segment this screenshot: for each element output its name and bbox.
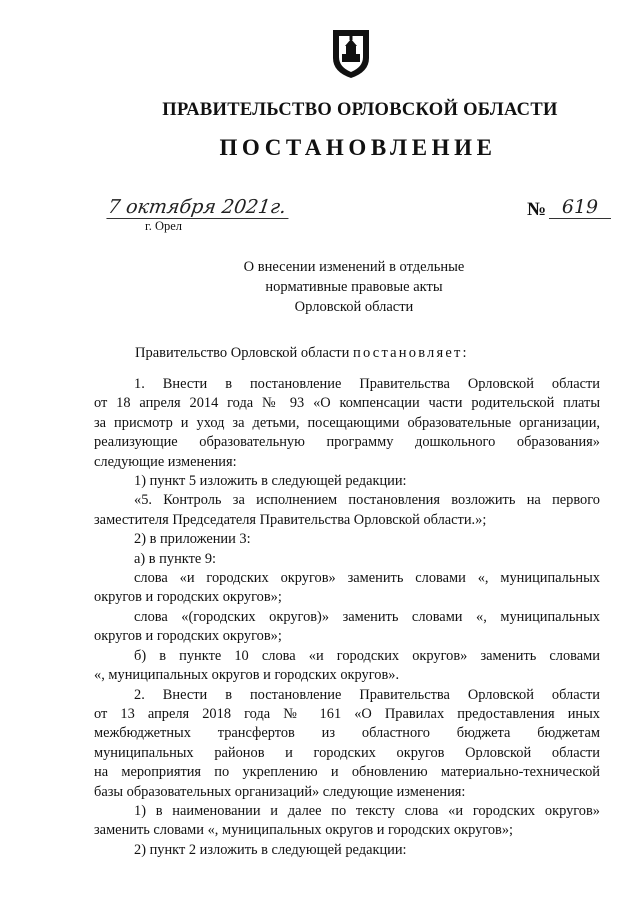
document-type: ПОСТАНОВЛЕНИЕ — [219, 135, 497, 160]
subject-line: Орловской области — [294, 299, 414, 315]
decree-word: постановляет: — [353, 345, 469, 361]
preamble — [135, 345, 469, 362]
government-name: ПРАВИТЕЛЬСТВО ОРЛОВСКОЙ ОБЛАСТИ — [162, 100, 558, 120]
body-line: муниципальных районов и городских округов Орловской области — [94, 744, 600, 761]
body-line: 1) пункт 5 изложить в следующей редакции: — [134, 473, 407, 490]
body-line: от 13 апреля 2018 года № 161 «О Правилах предоставления иных — [94, 705, 600, 722]
body-line: за присмотр и уход за детьми, посещающими образовательные организации, — [94, 414, 600, 431]
body-line: базы образовательных организаций» следующие изменения: — [94, 783, 466, 800]
coat-of-arms-icon — [331, 28, 371, 80]
body-line: округов и городских округов»; — [94, 628, 282, 645]
body-line: 2) пункт 2 изложить в следующей редакции: — [134, 841, 407, 858]
body-line: на мероприятия по укреплению и обновлению материально-технической — [94, 764, 600, 781]
body-line: 2. Внести в постановление Правительства Орловской области — [134, 686, 600, 703]
document-subject — [0, 257, 640, 317]
body-line: 2) в приложении 3: — [134, 531, 251, 548]
city-label: г. Орел — [145, 219, 183, 233]
body-line: округов и городских округов»; — [94, 589, 282, 606]
body-line: слова «и городских округов» заменить словами «, муниципальных — [134, 570, 600, 587]
document-body — [94, 375, 600, 860]
body-line: межбюджетных трансфертов из областного бюджета бюджетам — [94, 725, 600, 742]
body-line: 1) в наименовании и далее по тексту слова «и городских округов» — [134, 802, 600, 819]
body-line: от 18 апреля 2014 года № 93 «О компенсации части родительской платы — [94, 395, 600, 412]
number-label: № — [527, 199, 547, 220]
handwritten-date: 7 октября 2021г. — [106, 196, 291, 219]
subject-line: нормативные правовые акты — [265, 279, 443, 295]
body-line: «, муниципальных округов и городских округов». — [94, 667, 400, 684]
body-line: «5. Контроль за исполнением постановления возложить на первого — [134, 492, 600, 509]
subject-line: О внесении изменений в отдельные — [243, 259, 465, 275]
preamble-text: Правительство Орловской области — [135, 345, 354, 361]
body-line: следующие изменения: — [94, 453, 237, 470]
body-line: 1. Внести в постановление Правительства Орловской области — [134, 376, 600, 392]
body-line: реализующие образовательную программу дошкольного образования» — [94, 434, 600, 451]
body-line: заместителя Председателя Правительства Орловской области.»; — [94, 511, 487, 528]
body-line: слова «(городских округов)» заменить словами «, муниципальных — [134, 608, 600, 625]
body-line: б) в пункте 10 слова «и городских округов» заменить словами — [134, 647, 600, 664]
body-line: а) в пункте 9: — [134, 550, 217, 567]
handwritten-number: 619 — [549, 196, 611, 219]
body-line: заменить словами «, муниципальных округов и городских округов»; — [94, 822, 514, 839]
